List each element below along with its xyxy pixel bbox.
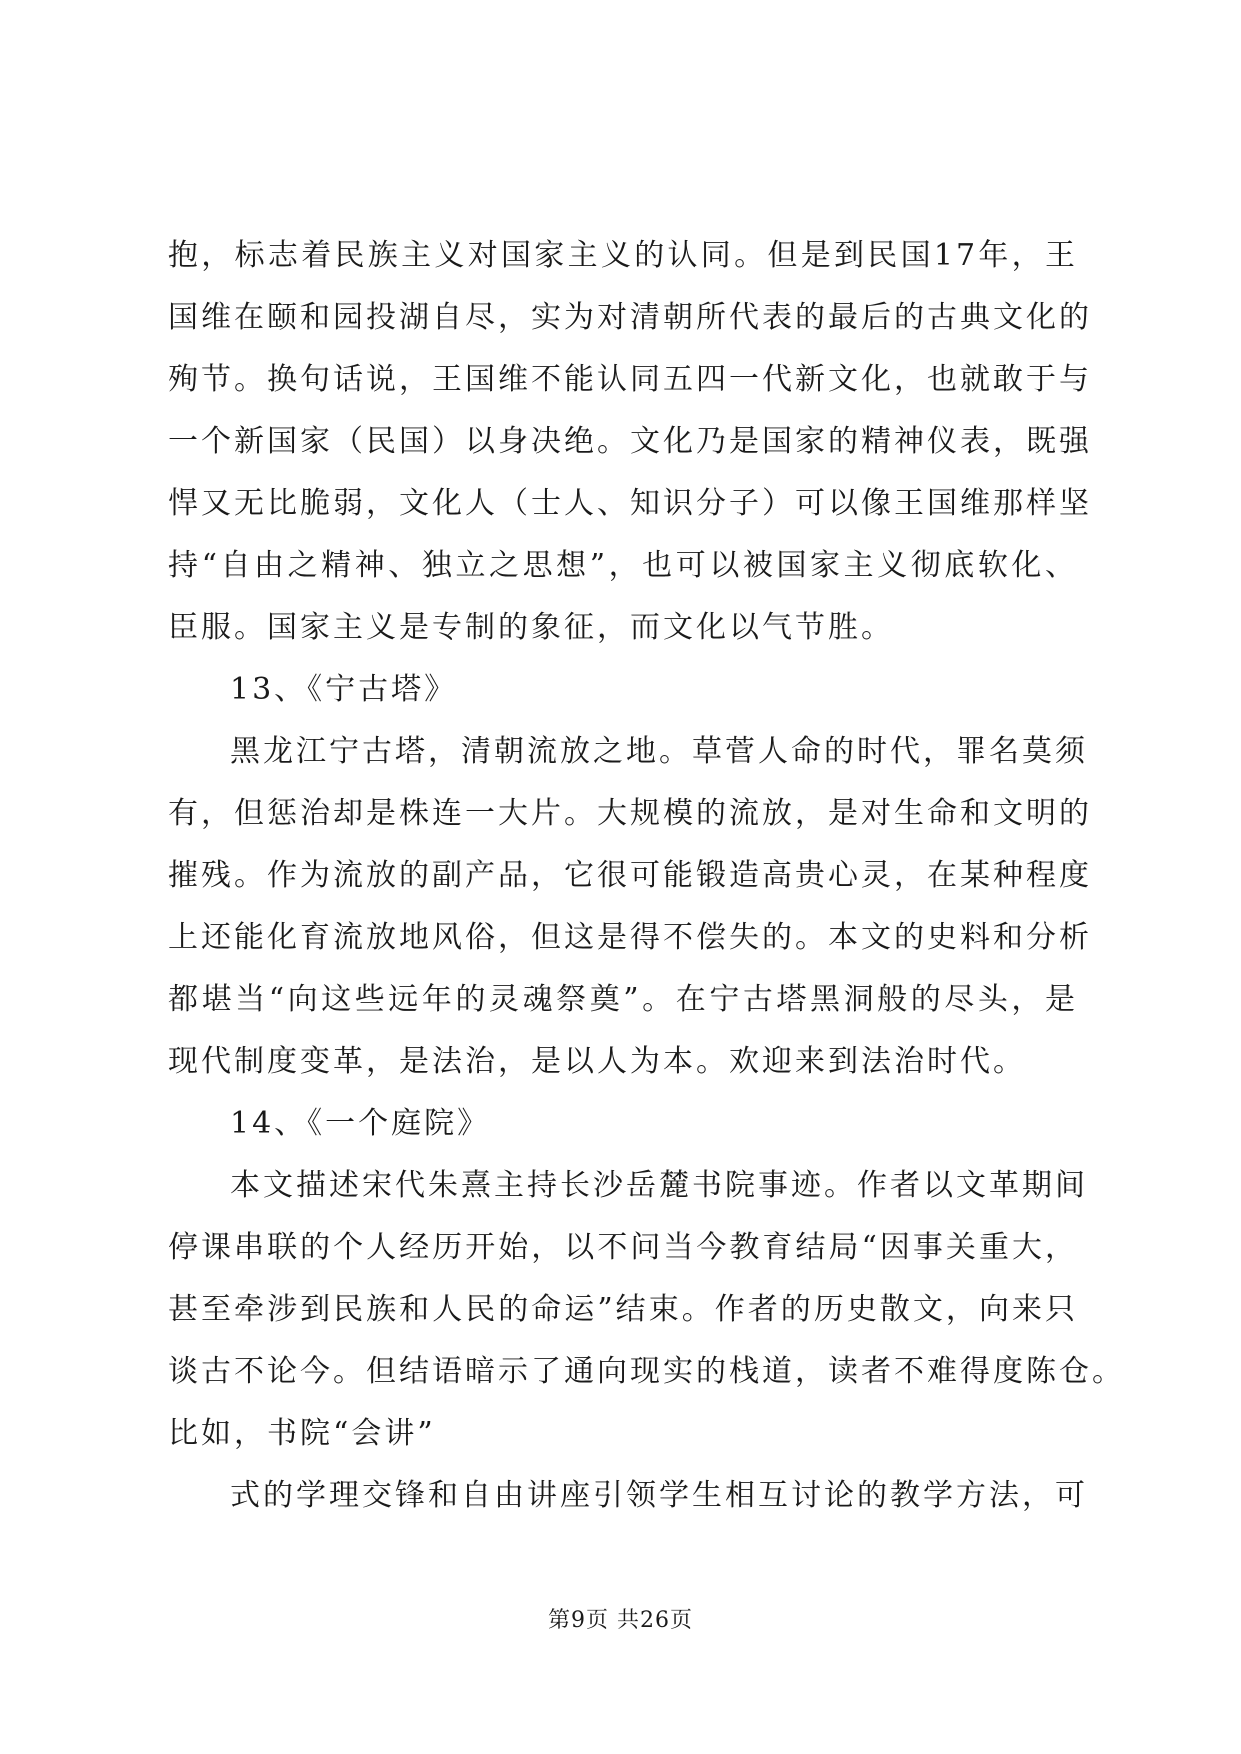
paragraph-line: 上还能化育流放地风俗，但这是得不偿失的。本文的史料和分析 [168, 920, 1092, 955]
paragraph-line: 悍又无比脆弱，文化人（士人、知识分子）可以像王国维那样坚 [168, 486, 1092, 521]
paragraph-line: 本文描述宋代朱熹主持长沙岳麓书院事迹。作者以文革期间 [230, 1168, 1088, 1203]
paragraph-line: 国维在颐和园投湖自尽，实为对清朝所代表的最后的古典文化的 [168, 300, 1092, 335]
paragraph-line: 甚至牵涉到民族和人民的命运”结束。作者的历史散文，向来只 [168, 1292, 1078, 1327]
page-number-footer: 第9页 共26页 [548, 1608, 693, 1633]
paragraph-line: 殉节。换句话说，王国维不能认同五四一代新文化，也就敢于与 [168, 362, 1092, 397]
paragraph-line: 臣服。国家主义是专制的象征，而文化以气节胜。 [168, 610, 894, 645]
paragraph-line: 现代制度变革，是法治，是以人为本。欢迎来到法治时代。 [168, 1044, 1026, 1079]
paragraph-line: 有，但惩治却是株连一大片。大规模的流放，是对生命和文明的 [168, 796, 1092, 831]
paragraph-line: 黑龙江宁古塔，清朝流放之地。草菅人命的时代，罪名莫须 [230, 734, 1088, 769]
paragraph-line: 抱，标志着民族主义对国家主义的认同。但是到民国17年，王 [168, 238, 1078, 273]
paragraph-line: 谈古不论今。但结语暗示了通向现实的栈道，读者不难得度陈仓。 [168, 1354, 1125, 1389]
section-heading: 13、《宁古塔》 [230, 672, 458, 707]
paragraph-line: 持“自由之精神、独立之思想”，也可以被国家主义彻底软化、 [168, 548, 1078, 583]
paragraph-line: 摧残。作为流放的副产品，它很可能锻造高贵心灵，在某种程度 [168, 858, 1092, 893]
section-heading: 14、《一个庭院》 [230, 1106, 491, 1141]
paragraph-line: 式的学理交锋和自由讲座引领学生相互讨论的教学方法，可 [230, 1478, 1088, 1513]
paragraph-line: 都堪当“向这些远年的灵魂祭奠”。在宁古塔黑洞般的尽头，是 [168, 982, 1078, 1017]
paragraph-line: 停课串联的个人经历开始，以不问当今教育结局“因事关重大， [168, 1230, 1078, 1265]
paragraph-line: 比如，书院“会讲” [168, 1416, 436, 1451]
paragraph-line: 一个新国家（民国）以身决绝。文化乃是国家的精神仪表，既强 [168, 424, 1092, 459]
